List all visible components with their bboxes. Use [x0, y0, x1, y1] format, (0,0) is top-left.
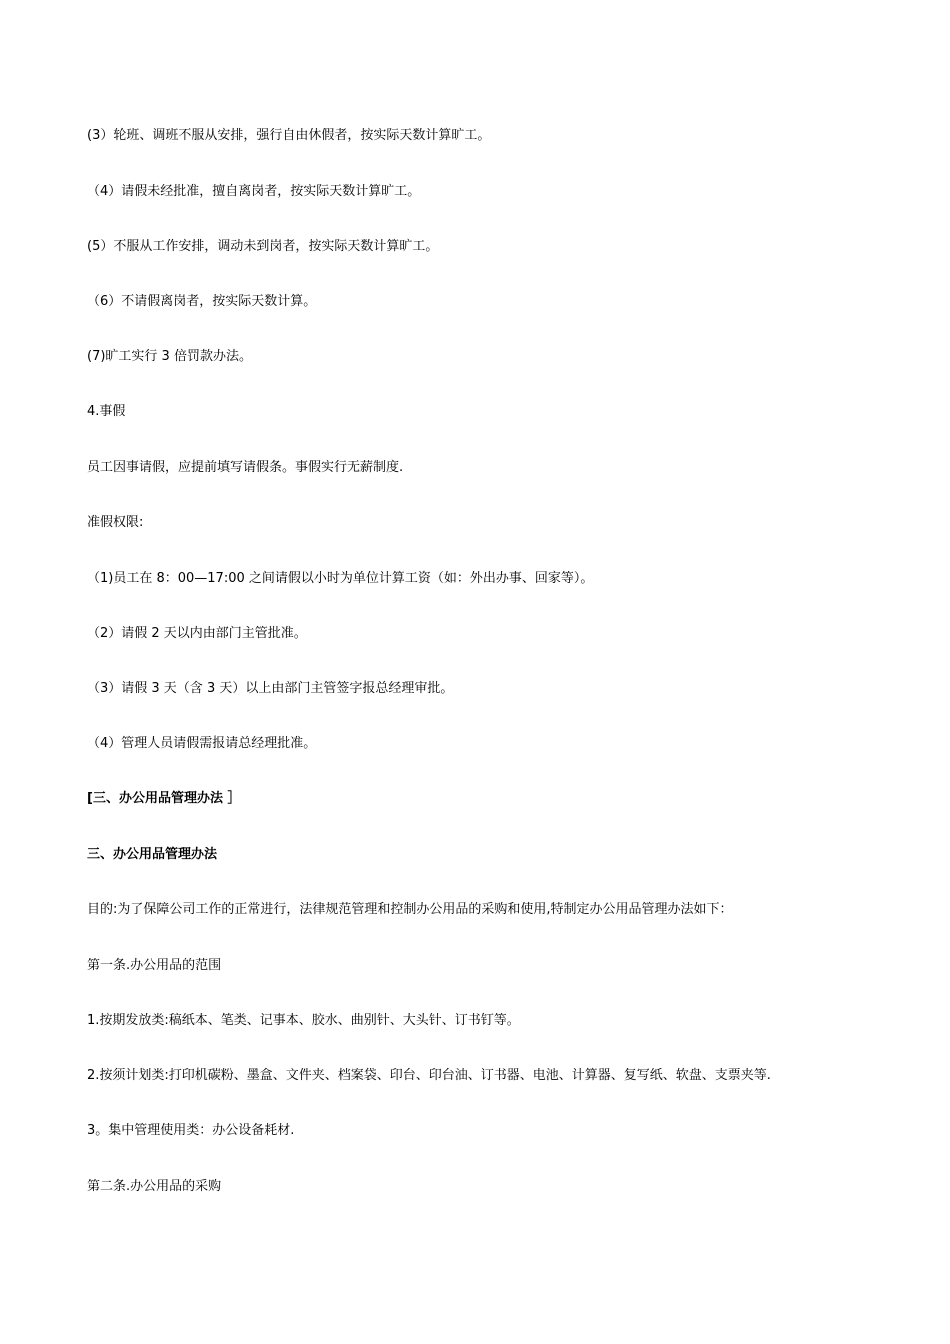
section-title-bracketed: [三、办公用品管理办法 ］	[87, 791, 241, 806]
clause-3-rotation-absence: (3）轮班、调班不服从安排，强行自由休假者，按实际天数计算旷工。	[87, 128, 491, 143]
approval-rule-2-two-days: （2）请假 2 天以内由部门主管批准。	[87, 626, 307, 641]
approval-rule-4-management: （4）管理人员请假需报请总经理批准。	[87, 736, 317, 751]
leave-approval-authority-heading: 准假权限:	[87, 515, 144, 530]
article-1-item-2: 2.按须计划类:打印机碳粉、墨盒、文件夹、档案袋、印台、印台油、订书器、电池、计算器、复写纸、软盘、支票夹等.	[87, 1068, 771, 1083]
approval-rule-3-three-days: （3）请假 3 天（含 3 天）以上由部门主管签字报总经理审批。	[87, 681, 454, 696]
clause-5-disobey-assignment: (5）不服从工作安排，调动未到岗者，按实际天数计算旷工。	[87, 239, 439, 254]
clause-7-absence-penalty: (7)旷工实行 3 倍罚款办法。	[87, 349, 252, 364]
section-personal-leave-heading: 4.事假	[87, 404, 126, 419]
purpose-statement: 目的:为了保障公司工作的正常进行，法律规范管理和控制办公用品的采购和使用,特制定办公用品管理办法如下：	[87, 902, 733, 917]
article-1-item-1: 1.按期发放类:稿纸本、笔类、记事本、胶水、曲别针、大头针、订书钉等。	[87, 1013, 520, 1028]
clause-4-unapproved-leave: （4）请假未经批准，擅自离岗者，按实际天数计算旷工。	[87, 184, 421, 199]
article-1-item-3: 3。集中管理使用类：办公设备耗材.	[87, 1123, 295, 1138]
article-2-heading: 第二条.办公用品的采购	[87, 1179, 222, 1194]
approval-rule-1-hourly: （1)员工在 8：00—17:00 之间请假以小时为单位计算工资（如：外出办事、回家等）。	[87, 571, 594, 586]
personal-leave-policy: 员工因事请假，应提前填写请假条。事假实行无薪制度.	[87, 460, 404, 475]
article-1-heading: 第一条.办公用品的范围	[87, 958, 222, 973]
section-title-office-supplies: 三、办公用品管理办法	[87, 847, 218, 862]
clause-6-leave-without-request: （6）不请假离岗者，按实际天数计算。	[87, 294, 317, 309]
